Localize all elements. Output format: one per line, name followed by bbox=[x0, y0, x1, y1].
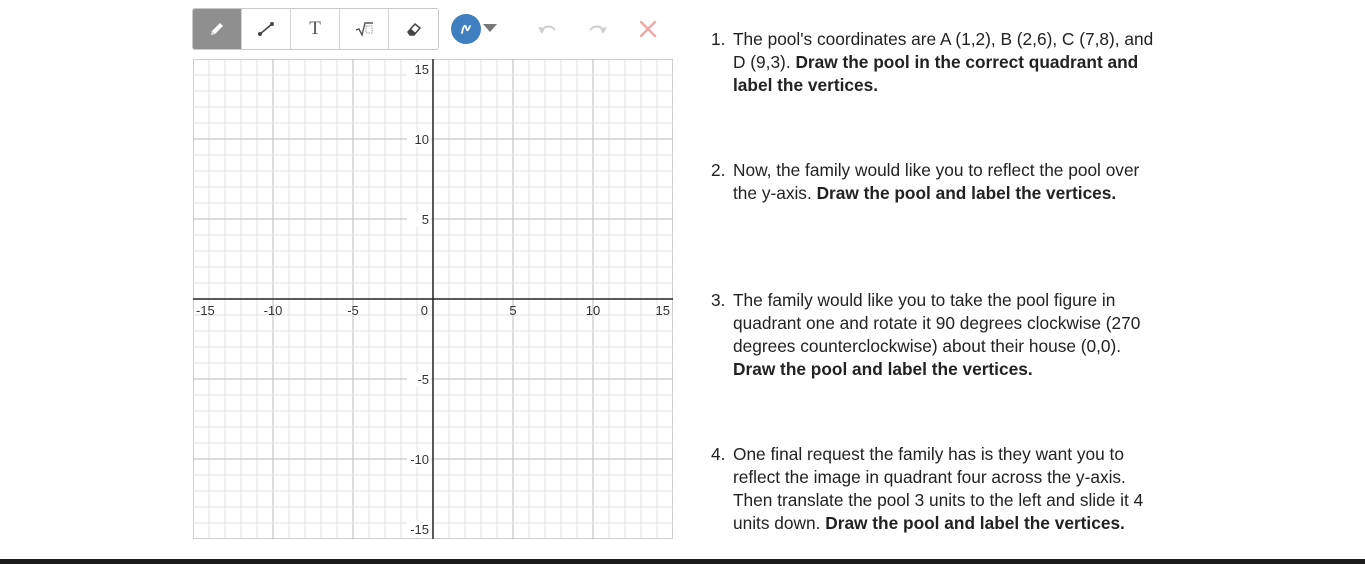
drawing-toolbar bbox=[192, 8, 439, 50]
close-icon bbox=[639, 20, 657, 38]
instruction-number: 3. bbox=[711, 290, 726, 310]
instruction-text: One final request the family has is they want you to reflect the image in quadrant four across the y-axis. Then translate the pool 3 units to the left and slide it 4 units down. Draw the pool and label the vertices. bbox=[733, 444, 1144, 533]
graph-canvas[interactable] bbox=[193, 59, 673, 539]
y-tick-label: 15 bbox=[414, 62, 429, 77]
x-tick-label: 10 bbox=[585, 303, 601, 318]
undo-icon bbox=[536, 21, 558, 37]
color-dropdown-caret-icon[interactable] bbox=[483, 24, 497, 32]
line-tool[interactable] bbox=[242, 9, 291, 49]
text-tool[interactable] bbox=[291, 9, 340, 49]
y-tick-label: -5 bbox=[417, 372, 429, 387]
line-segment-icon bbox=[257, 20, 275, 38]
clear-button[interactable] bbox=[635, 16, 661, 42]
square-root-icon bbox=[354, 20, 374, 38]
pencil-icon bbox=[208, 20, 226, 38]
x-tick-label: 5 bbox=[509, 303, 517, 318]
y-tick-label: 10 bbox=[414, 132, 429, 147]
y-tick-label: -15 bbox=[410, 522, 429, 537]
x-tick-label: -15 bbox=[196, 303, 215, 318]
eraser-tool[interactable] bbox=[389, 9, 438, 49]
instruction-text: Now, the family would like you to reflect the pool over the y-axis. Draw the pool and label the vertices. bbox=[733, 160, 1140, 203]
pencil-tool[interactable] bbox=[193, 9, 242, 49]
undo-button[interactable] bbox=[534, 16, 560, 42]
coordinate-plane[interactable] bbox=[193, 59, 673, 539]
x-tick-label: 0 bbox=[420, 303, 428, 318]
instruction-text: The family would like you to take the pool figure in quadrant one and rotate it 90 degrees clockwise (270 degrees counterclockwise) about their house (0,0). Draw the pool and label the vertices. bbox=[733, 290, 1141, 379]
bottom-bar bbox=[0, 559, 1365, 564]
instruction-number: 4. bbox=[711, 444, 726, 464]
freehand-stroke-icon bbox=[458, 21, 474, 37]
y-tick-label: -10 bbox=[410, 452, 429, 467]
x-tick-label: -5 bbox=[347, 303, 359, 318]
tool-group bbox=[192, 8, 439, 50]
redo-icon bbox=[587, 21, 609, 37]
y-tick-label: 5 bbox=[421, 212, 429, 227]
instruction-number: 2. bbox=[711, 160, 726, 180]
x-tick-label: -10 bbox=[263, 303, 283, 318]
math-tool[interactable] bbox=[340, 9, 389, 49]
color-picker-button[interactable] bbox=[451, 14, 481, 44]
x-tick-label: 15 bbox=[655, 303, 670, 318]
eraser-icon bbox=[405, 20, 423, 38]
instruction-number: 1. bbox=[711, 29, 726, 49]
instruction-text: The pool's coordinates are A (1,2), B (2,6), C (7,8), and D (9,3). Draw the pool in the correct quadrant and label the vertices. bbox=[733, 29, 1154, 95]
redo-button[interactable] bbox=[585, 16, 611, 42]
text-icon: T bbox=[309, 18, 321, 39]
